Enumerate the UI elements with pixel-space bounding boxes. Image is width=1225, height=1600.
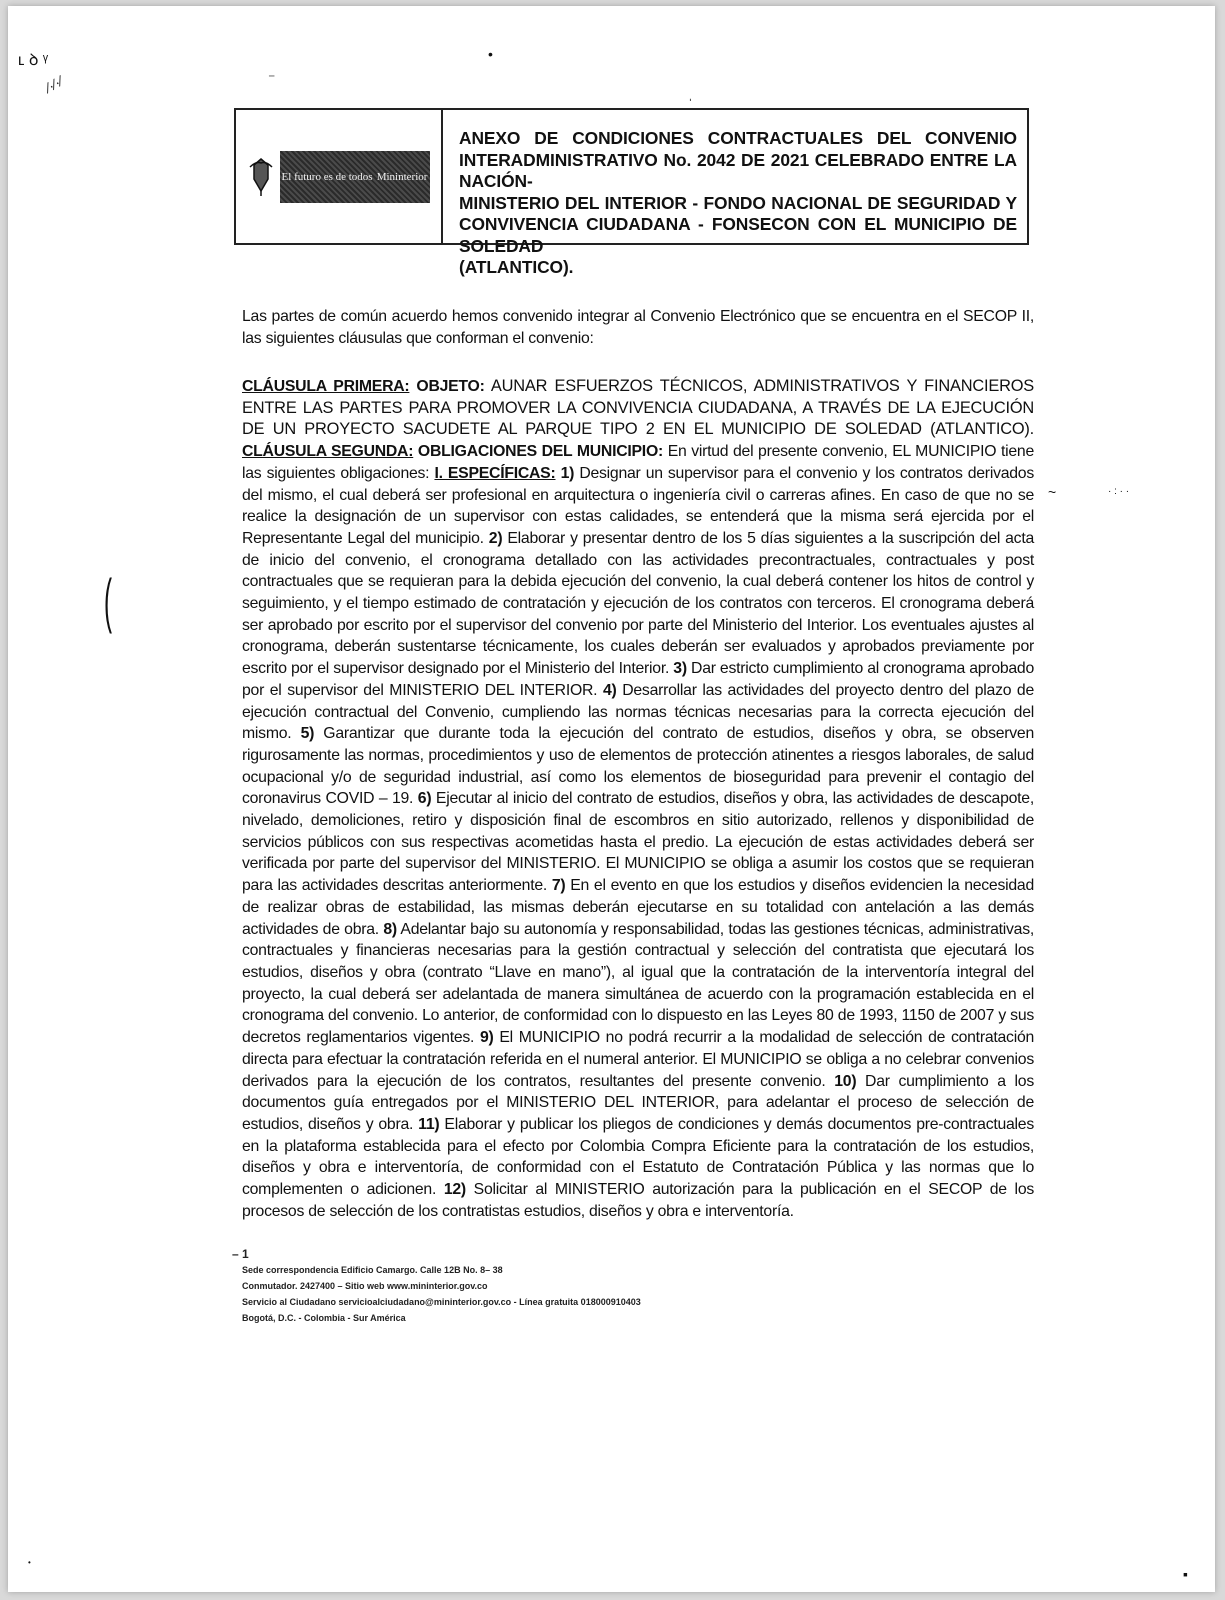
logo-banner [280, 151, 430, 203]
footer-citizen-service: Servicio al Ciudadano servicioalciudadano@mininterior.gov.co - Línea gratuita 018000910403 [242, 1297, 641, 1307]
obligation-text: Elaborar y publicar los pliegos de condiciones y demás documentos pre-contractuales en la plataforma establecida para el efecto por Colombia Compra Eficiente para la contratación de los estudios, diseños y obra e interventoría, de conformidad con el Estatuto de Contratación Pública y las normas que lo complementen o adicionen. [242, 1115, 1034, 1199]
scan-artifact: ( [103, 567, 112, 634]
logo-slogan: El futuro es de todos [281, 170, 373, 183]
obligation-number: 2) [483, 529, 503, 547]
obligation-text: El MUNICIPIO no podrá recurrir a la modalidad de selección de contratación directa para efectuar la contratación referida en el numeral anterior. El MUNICIPIO se obliga a no celebrar convenios derivados para la ejecución de los contratos, resultantes del presente convenio. [242, 1029, 1035, 1090]
page-footer [232, 1246, 641, 1326]
obligation-number: 7) [547, 877, 566, 895]
clause-2-intro: En virtud del presente convenio, EL MUNICIPIO tiene las siguientes obligaciones: [242, 443, 1034, 482]
document-page [8, 6, 1215, 1592]
obligation-number: 4) [597, 681, 617, 699]
obligation-number: 3) [669, 660, 687, 678]
scan-artifact: ⁄·⁄·⁄ [43, 72, 66, 96]
obligation-number: 12) [436, 1181, 466, 1199]
scan-artifact: • [488, 46, 493, 62]
title-line: CONVIVENCIA CIUDADANA - FONSECON CON EL MUNICIPIO DE SOLEDAD [459, 214, 1017, 256]
obligation-text: Dar estricto cumplimiento al cronograma aprobado por el supervisor del MINISTERIO DEL INTERIOR. [242, 660, 1034, 699]
ministry-logo [236, 110, 443, 243]
title-line: ANEXO DE CONDICIONES CONTRACTUALES DEL CONVENIO [459, 128, 1017, 148]
scan-artifact: ▪ [1183, 1566, 1188, 1582]
scan-artifact: • [28, 1558, 31, 1567]
obligation-text: Dar cumplimiento a los documentos guía entregados por el MINISTERIO DEL INTERIOR, para adelantar el proceso de selección de estudios, diseños y obra. [242, 1072, 1034, 1133]
footer-location: Bogotá, D.C. - Colombia - Sur América [242, 1313, 406, 1323]
obligation-number: 9) [474, 1029, 494, 1047]
clause-2-label: OBLIGACIONES DEL MUNICIPIO: [413, 443, 663, 461]
clause-2-heading: CLÁUSULA SEGUNDA: [242, 443, 414, 461]
obligation-text: Adelantar bajo su autonomía y responsabilidad, todas las gestiones técnicas, administrativas, contractuales y financieras necesarias para la gestión contractual y selección del contratista que ejecutará los estudios, diseños y obra (contrato “Llave en mano”), al igual que la contratación de la interventoría integral del proyecto, la cual deberá ser adelantada de manera simultánea de acuerdo con la programación establecida en el cronograma del convenio. Lo anterior, de conformidad con lo dispuesto en las Leyes 80 de 1993, 1150 de 2007 y sus decretos reglamentarios vigentes. [242, 920, 1034, 1047]
obligation-text: Desarrollar las actividades del proyecto dentro del plazo de ejecución contractual del Convenio, cumpliendo las normas técnicas necesarias para la correcta ejecución del mismo. [242, 681, 1034, 743]
obligations-list [242, 465, 1034, 1220]
obligation-number: 1) [555, 464, 575, 482]
specific-obligations-label: I. ESPECÍFICAS: [434, 464, 556, 482]
clauses-paragraph [242, 376, 1034, 1222]
clause-1-label: OBJETO: [409, 378, 485, 395]
obligation-number: 6) [413, 790, 432, 808]
obligation-number: 10) [825, 1072, 857, 1090]
footer-phone-web: Conmutador. 2427400 – Sitio web www.mininterior.gov.co [242, 1281, 488, 1291]
page-number: – 1 [232, 1247, 249, 1261]
obligation-text: Solicitar al MINISTERIO autorización para la publicación en el SECOP de los procesos de selección de los contratistas estudios, diseños y obra e interventoría. [242, 1181, 1034, 1220]
scan-artifact: ~ [1048, 484, 1057, 500]
title-line: MINISTERIO DEL INTERIOR - FONDO NACIONAL DE SEGURIDAD Y [459, 192, 1017, 213]
obligation-text: Designar un supervisor para el convenio y los contratos derivados del mismo, el cual deberá ser profesional en arquitectura o ingeniería civil o carreras afines. En caso de que no se realice la designación de un supervisor con estas calidades, se entenderá que la misma será ejercida por el Representante Legal del municipio. [242, 464, 1034, 547]
clause-1-heading: CLÁUSULA PRIMERA: [242, 378, 410, 395]
clause-1-text: AUNAR ESFUERZOS TÉCNICOS, ADMINISTRATIVOS Y FINANCIEROS ENTRE LAS PARTES PARA PROMOVER LA CONVIVENCIA CIUDADANA, A TRAVÉS DE LA EJECUCIÓN DE UN PROYECTO SACUDETE AL PARQUE TIPO 2 EN EL MUNICIPIO DE SOLEDAD (ATLANTICO). [242, 377, 1034, 439]
obligation-text: Elaborar y presentar dentro de los 5 días siguientes a la suscripción del acta de inicio del convenio, el cronograma detallado con las actividades precontractuales, contractuales y post contractuales que se requieran para la debida ejecución del convenio, la cual deberá contener los hitos de control y seguimiento, y el tiempo estimado de contratación y ejecución de los contratos con terceros. El cronograma deberá ser aprobado por escrito por el supervisor del convenio por parte del Ministerio del Interior. Los eventuales ajustes al cronograma, deberán sustentarse técnicamente, los cuales deberán ser evaluados y aprobados previamente por escrito por el supervisor designado por el Ministerio del Interior. [242, 529, 1034, 678]
scan-artifact: ˈ [688, 96, 693, 112]
scan-artifact: ⁻ [268, 70, 276, 86]
document-header [234, 108, 1029, 277]
footer-address: Sede correspondencia Edificio Camargo. Calle 12B No. 8– 38 [242, 1265, 503, 1275]
obligation-number: 8) [378, 920, 397, 938]
coat-of-arms-icon [248, 157, 274, 197]
obligation-number: 5) [291, 725, 315, 743]
scan-artifact: ʟ ꝺ ᵞ [18, 52, 49, 69]
logo-ministry-name: Mininterior [376, 170, 428, 183]
title-line: INTERADMINISTRATIVO No. 2042 DE 2021 CELEBRADO ENTRE LA NACIÓN- [459, 149, 1017, 191]
scan-artifact: · : · · [1108, 486, 1130, 497]
title-line: (ATLANTICO). [459, 257, 574, 277]
page-number-value: 1 [242, 1247, 249, 1261]
document-title [443, 110, 1027, 277]
intro-paragraph: Las partes de común acuerdo hemos convenido integrar al Convenio Electrónico que se encuentra en el SECOP II, las siguientes cláusulas que conforman el convenio: [242, 308, 1034, 347]
obligation-text: En el evento en que los estudios y diseños evidencien la necesidad de realizar obras de estabilidad, las mismas deberán ejecutarse en su totalidad con antelación a las demás actividades de obra. [242, 877, 1034, 938]
obligation-text: Garantizar que durante toda la ejecución del contrato de estudios, diseños y obra, se observen rigurosamente las normas, procedimientos y uso de elementos de protección atinentes a riesgos laborales, de salud ocupacional y/o de seguridad industrial, así como los elementos de bioseguridad para prevenir el contagio del coronavirus COVID – 19. [242, 725, 1035, 808]
obligation-text: Ejecutar al inicio del contrato de estudios, diseños y obra, las actividades de descapote, nivelado, demoliciones, retiro y disposición final de escombros en sitio autorizado, rellenos y disponibilidad de servicios públicos con sus respectivas acometidas hasta el predio. La ejecución de estas actividades deberá ser verificada por parte del supervisor del MINISTERIO. El MUNICIPIO se obliga a asumir los costos que se requieran para las actividades descritas anteriormente. [242, 790, 1034, 895]
obligation-number: 11) [413, 1115, 440, 1133]
